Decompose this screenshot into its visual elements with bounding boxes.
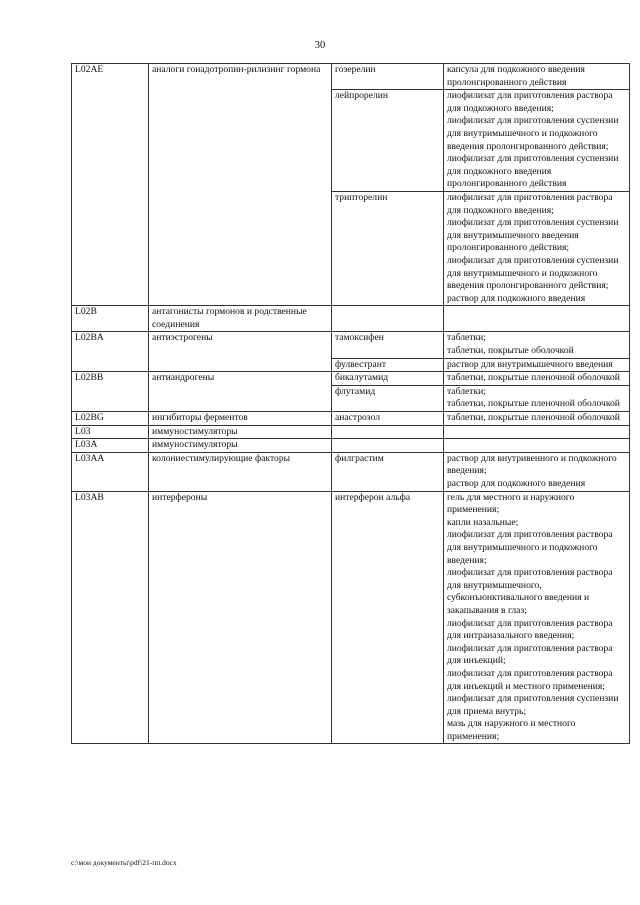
atc-code-cell: L02BA [72, 332, 149, 372]
group-name-cell: колониестимулирующие факторы [149, 452, 332, 491]
drug-table [71, 63, 630, 744]
dosage-form-cell: таблетки, покрытые пленочной оболочкой [444, 372, 630, 386]
table-row [72, 439, 630, 453]
atc-code-cell: L03AA [72, 452, 149, 491]
atc-code-cell: L03A [72, 439, 149, 453]
atc-code-cell: L02B [72, 306, 149, 332]
table-row [72, 332, 630, 358]
group-name-cell: иммуностимуляторы [149, 425, 332, 439]
group-name-cell: иммуностимуляторы [149, 439, 332, 453]
drug-name-cell [332, 306, 444, 332]
drug-name-cell: бикалутамид [332, 372, 444, 386]
dosage-form-cell: таблетки; таблетки, покрытые оболочкой [444, 332, 630, 358]
drug-name-cell: трипторелин [332, 191, 444, 305]
atc-code-cell: L02AE [72, 64, 149, 306]
drug-name-cell: флутамид [332, 385, 444, 411]
dosage-form-cell [444, 439, 630, 453]
table-row [72, 64, 630, 90]
table-row [72, 452, 630, 491]
dosage-form-cell: раствор для внутримышечного введения [444, 358, 630, 372]
group-name-cell: антиандрогены [149, 372, 332, 412]
group-name-cell: ингибиторы ферментов [149, 412, 332, 426]
group-name-cell: аналоги гонадотропин-рилизинг гормона [149, 64, 332, 306]
drug-name-cell: филграстим [332, 452, 444, 491]
drug-name-cell: анастрозол [332, 412, 444, 426]
table-row [72, 491, 630, 744]
drug-name-cell: лейпрорелин [332, 90, 444, 192]
drug-name-cell: тамоксифен [332, 332, 444, 358]
drug-name-cell: фулвестрант [332, 358, 444, 372]
group-name-cell: антагонисты гормонов и родственные соединения [149, 306, 332, 332]
table-row [72, 306, 630, 332]
dosage-form-cell: таблетки; таблетки, покрытые пленочной оболочкой [444, 385, 630, 411]
table-row [72, 425, 630, 439]
dosage-form-cell: лиофилизат для приготовления раствора для подкожного введения; лиофилизат для приготовления суспензии для внутримышечного введения пролонгированного действия; лиофилизат для приготовления суспензии для внутримышечного и подкожного введения пролонгированного действия; раствор для подкожного введения [444, 191, 630, 305]
dosage-form-cell: лиофилизат для приготовления раствора для подкожного введения; лиофилизат для приготовления суспензии для внутримышечного и подкожного введения пролонгированного действия; лиофилизат для приготовления суспензии для подкожного введения пролонгированного действия [444, 90, 630, 192]
dosage-form-cell [444, 425, 630, 439]
atc-code-cell: L03AB [72, 491, 149, 744]
table-row [72, 372, 630, 386]
group-name-cell: антиэстрогены [149, 332, 332, 372]
dosage-form-cell: гель для местного и наружного применения; капли назальные; лиофилизат для приготовления раствора для внутримышечного и подкожного введения; лиофилизат для приготовления раствора для внутримышечного, субконъюнктивального введения и закапывания в глаз; лиофилизат для приготовления раствора для интраназального введения; лиофилизат для приготовления раствора для инъекций; лиофилизат для приготовления раствора для инъекций и местного применения; лиофилизат для приготовления суспензии для приема внутрь; мазь для наружного и местного применения; [444, 491, 630, 744]
dosage-form-cell [444, 306, 630, 332]
table-body [72, 64, 630, 744]
atc-code-cell: L02BG [72, 412, 149, 426]
dosage-form-cell: раствор для внутривенного и подкожного введения; раствор для подкожного введения [444, 452, 630, 491]
drug-name-cell [332, 425, 444, 439]
drug-name-cell: гозерелин [332, 64, 444, 90]
page-number: 30 [314, 40, 326, 51]
atc-code-cell: L02BB [72, 372, 149, 412]
drug-name-cell: интерферон альфа [332, 491, 444, 744]
drug-name-cell [332, 439, 444, 453]
table-row [72, 412, 630, 426]
footer-path: c:\мои документы\pdf\21-пп.docx [71, 858, 177, 867]
dosage-form-cell: капсула для подкожного введения пролонгированного действия [444, 64, 630, 90]
dosage-form-cell: таблетки, покрытые пленочной оболочкой [444, 412, 630, 426]
atc-code-cell: L03 [72, 425, 149, 439]
group-name-cell: интерфероны [149, 491, 332, 744]
